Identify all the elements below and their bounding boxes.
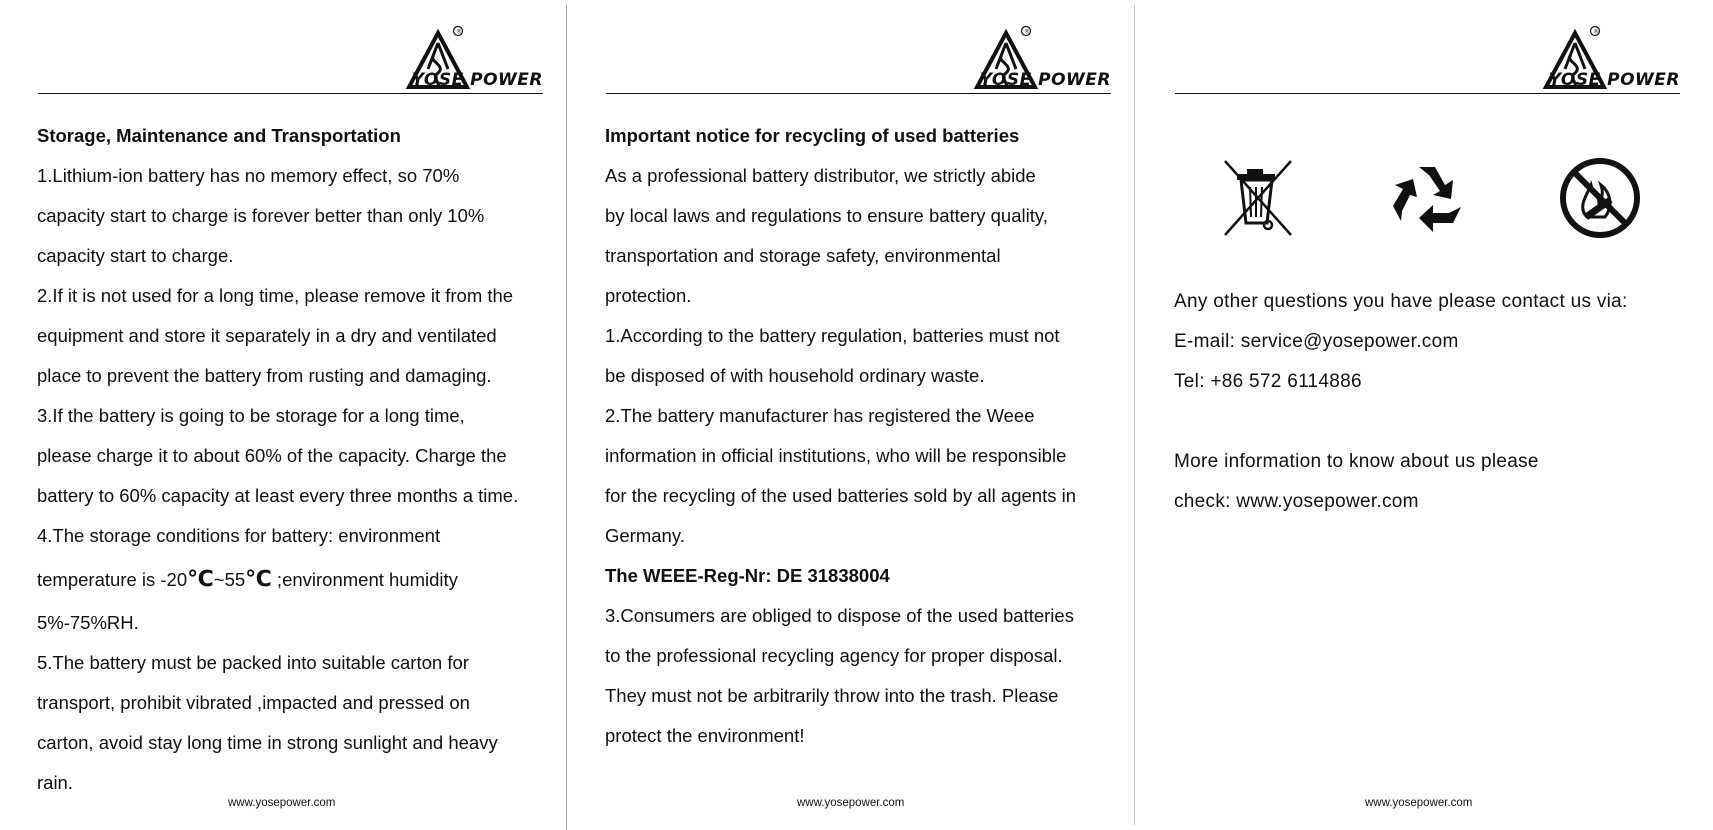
text-line: They must not be arbitrarily throw into the trash. Please bbox=[605, 685, 1059, 706]
text-line: information in official institutions, who will be responsible bbox=[605, 445, 1067, 466]
text-line: capacity start to charge. bbox=[37, 245, 234, 266]
section-title: Important notice for recycling of used batteries bbox=[605, 125, 1020, 146]
text-line: to the professional recycling agency for proper disposal. bbox=[605, 645, 1063, 666]
brand-name: YOSE POWER bbox=[411, 70, 543, 90]
svg-text:®: ® bbox=[1024, 28, 1030, 36]
recycling-panel bbox=[568, 0, 1136, 827]
text-line: carton, avoid stay long time in strong sunlight and heavy bbox=[37, 732, 498, 753]
storage-content bbox=[37, 116, 557, 803]
svg-text:®: ® bbox=[456, 28, 462, 36]
text-line: protect the environment! bbox=[605, 725, 805, 746]
warning-icons bbox=[1217, 155, 1687, 245]
text-line: 2.If it is not used for a long time, please remove it from the bbox=[37, 285, 514, 306]
recycle-icon bbox=[1387, 155, 1473, 241]
tel-line: Tel: +86 572 6114886 bbox=[1174, 371, 1362, 392]
text-line: Germany. bbox=[605, 525, 685, 546]
panel-header bbox=[38, 25, 543, 100]
text-line: transportation and storage safety, environmental bbox=[605, 245, 1001, 266]
text-line: As a professional battery distributor, we strictly abide bbox=[605, 165, 1036, 186]
section-title: Storage, Maintenance and Transportation bbox=[37, 125, 401, 146]
contact-intro: Any other questions you have please contact us via: bbox=[1174, 291, 1628, 312]
text-line: for the recycling of the used batteries sold by all agents in bbox=[605, 485, 1076, 506]
contact-panel bbox=[1137, 0, 1713, 827]
footer-url: www.yosepower.com bbox=[1365, 797, 1473, 809]
text-line: battery to 60% capacity at least every three months a time. bbox=[37, 485, 519, 506]
header-rule bbox=[38, 93, 543, 94]
text-line: equipment and store it separately in a dry and ventilated bbox=[37, 325, 497, 346]
text-line: 5%-75%RH. bbox=[37, 612, 139, 633]
text-line: 1.Lithium-ion battery has no memory effect, so 70% bbox=[37, 165, 460, 186]
temperature-line: temperature is -20℃~55℃ ;environment humidity bbox=[37, 566, 458, 591]
panel-divider bbox=[1134, 5, 1135, 825]
header-rule bbox=[606, 93, 1111, 94]
panel-header bbox=[606, 25, 1111, 100]
text-line: capacity start to charge is forever better than only 10% bbox=[37, 205, 485, 226]
brand-name: YOSE POWER bbox=[1548, 70, 1680, 90]
text-line: be disposed of with household ordinary waste. bbox=[605, 365, 985, 386]
recycling-content bbox=[605, 116, 1125, 756]
email-line: E-mail: service@yosepower.com bbox=[1174, 331, 1459, 352]
text-line: 2.The battery manufacturer has registered the Weee bbox=[605, 405, 1035, 426]
text-line: transport, prohibit vibrated ,impacted and pressed on bbox=[37, 692, 470, 713]
text-line: please charge it to about 60% of the capacity. Charge the bbox=[37, 445, 507, 466]
website-line: check: www.yosepower.com bbox=[1174, 491, 1419, 512]
storage-panel bbox=[0, 0, 567, 827]
panel-divider bbox=[566, 5, 567, 830]
text-line: 3.If the battery is going to be storage for a long time, bbox=[37, 405, 465, 426]
footer-url: www.yosepower.com bbox=[797, 797, 905, 809]
svg-text:®: ® bbox=[1593, 28, 1599, 36]
weee-reg-number: The WEEE-Reg-Nr: DE 31838004 bbox=[605, 565, 890, 586]
header-rule bbox=[1175, 93, 1680, 94]
text-line: 1.According to the battery regulation, batteries must not bbox=[605, 325, 1060, 346]
brand-name: YOSE POWER bbox=[979, 70, 1111, 90]
text-line: rain. bbox=[37, 772, 73, 793]
crossed-out-bin-icon bbox=[1217, 155, 1303, 241]
text-line: 4.The storage conditions for battery: environment bbox=[37, 525, 441, 546]
panel-header bbox=[1175, 25, 1680, 100]
more-info-line: More information to know about us please bbox=[1174, 451, 1539, 472]
footer-url: www.yosepower.com bbox=[228, 797, 336, 809]
contact-info bbox=[1174, 282, 1694, 522]
no-fire-icon bbox=[1557, 155, 1643, 241]
text-line: 3.Consumers are obliged to dispose of the used batteries bbox=[605, 605, 1074, 626]
text-line: by local laws and regulations to ensure battery quality, bbox=[605, 205, 1048, 226]
text-line: 5.The battery must be packed into suitable carton for bbox=[37, 652, 469, 673]
text-line: protection. bbox=[605, 285, 692, 306]
text-line: place to prevent the battery from rusting and damaging. bbox=[37, 365, 492, 386]
